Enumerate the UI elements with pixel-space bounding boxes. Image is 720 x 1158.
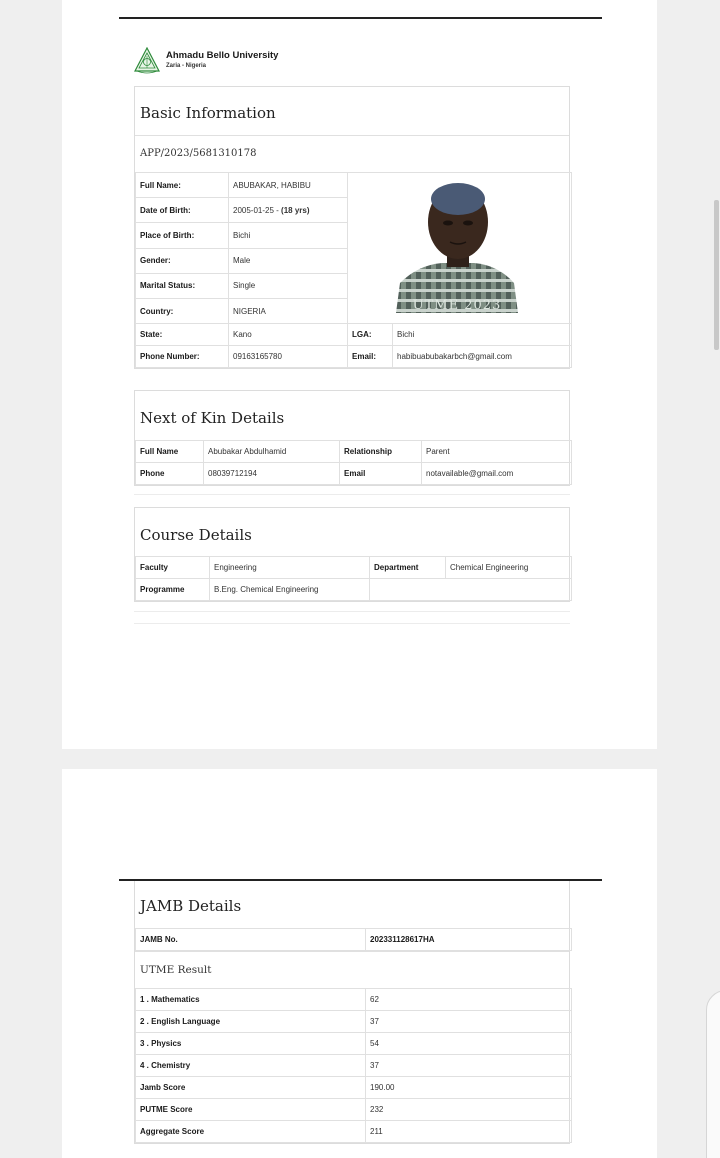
marital-status-value: Single [229,273,348,298]
kin-relationship-value: Parent [422,441,572,463]
kin-email-value: notavailable@gmail.com [422,463,572,485]
scrollbar-track[interactable] [714,0,720,1158]
kin-phone-value: 08039712194 [204,463,340,485]
application-number: APP/2023/5681310178 [135,135,569,172]
full-name-value: ABUBAKAR, HABIBU [229,173,348,198]
next-of-kin-title: Next of Kin Details [140,409,285,427]
result-subject-label: 4 . Chemistry [136,1055,366,1077]
result-subject-label: 2 . English Language [136,1011,366,1033]
basic-info-table [135,172,572,368]
table-row [136,1055,572,1077]
university-header [134,47,278,74]
table-row [136,929,572,951]
jamb-number-table [135,928,572,951]
department-value: Chemical Engineering [446,557,572,579]
lga-label: LGA: [348,324,393,346]
divider [134,494,570,495]
putme-score-value: 232 [366,1099,572,1121]
result-subject-value: 62 [366,989,572,1011]
divider [134,611,570,612]
age: (18 yrs) [281,205,310,215]
email-value: habibuabubakarbch@gmail.com [393,346,572,368]
country-value: NIGERIA [229,298,348,323]
result-subject-label: 1 . Mathematics [136,989,366,1011]
kin-relationship-label: Relationship [340,441,422,463]
kin-email-label: Email [340,463,422,485]
table-row [136,1011,572,1033]
kin-full-name-value: Abubakar Abdulhamid [204,441,340,463]
course-details-table [135,556,572,601]
jamb-score-label: Jamb Score [136,1077,366,1099]
result-subject-value: 54 [366,1033,572,1055]
programme-value: B.Eng. Chemical Engineering [210,579,370,601]
place-of-birth-value: Bichi [229,223,348,248]
passport-photo-cell [348,173,572,324]
university-name: Ahmadu Bello University [166,50,279,61]
table-row [136,1077,572,1099]
course-details-section [134,507,570,602]
phone-value: 09163165780 [229,346,348,368]
result-subject-value: 37 [366,1011,572,1033]
table-row [136,1121,572,1143]
empty-cell [370,579,572,601]
marital-status-label: Marital Status: [136,273,229,298]
table-row [136,1099,572,1121]
utme-result-title: UTME Result [135,951,569,988]
top-rule [119,17,602,19]
jamb-details-section [134,881,570,1144]
gender-label: Gender: [136,248,229,273]
result-subject-value: 37 [366,1055,572,1077]
next-of-kin-table [135,440,572,485]
state-label: State: [136,324,229,346]
aggregate-score-label: Aggregate Score [136,1121,366,1143]
table-row [136,173,572,198]
lga-value: Bichi [393,324,572,346]
kin-full-name-label: Full Name [136,441,204,463]
state-value: Kano [229,324,348,346]
table-row [136,346,572,368]
faculty-label: Faculty [136,557,210,579]
basic-info-title: Basic Information [140,104,276,122]
putme-score-label: PUTME Score [136,1099,366,1121]
aggregate-score-value: 211 [366,1121,572,1143]
table-row [136,1033,572,1055]
passport-photo [396,179,518,313]
table-row [136,441,572,463]
dob-label: Date of Birth: [136,198,229,223]
table-row [136,579,572,601]
email-label: Email: [348,346,393,368]
jamb-no-value: 202331128617HA [366,929,572,951]
floating-panel-edge[interactable] [706,990,720,1158]
gender-value: Male [229,248,348,273]
table-row [136,557,572,579]
next-of-kin-section [134,390,570,486]
scrollbar-thumb[interactable] [714,200,719,350]
dob-date: 2005-01-25 - [233,205,282,215]
course-details-title: Course Details [140,526,252,544]
university-location: Zaria - Nigeria [166,63,207,69]
university-logo-icon [134,47,160,74]
full-name-label: Full Name: [136,173,229,198]
divider [134,623,570,624]
department-label: Department [370,557,446,579]
dob-value [229,198,348,223]
result-subject-label: 3 . Physics [136,1033,366,1055]
utme-result-table [135,988,572,1143]
photo-watermark: UTME 2023 [412,298,502,313]
table-row [136,324,572,346]
place-of-birth-label: Place of Birth: [136,223,229,248]
jamb-score-value: 190.00 [366,1077,572,1099]
programme-label: Programme [136,579,210,601]
document-page-2 [62,769,657,1158]
document-page-1 [62,0,657,749]
kin-phone-label: Phone [136,463,204,485]
table-row [136,989,572,1011]
country-label: Country: [136,298,229,323]
faculty-value: Engineering [210,557,370,579]
basic-info-section [134,86,570,369]
jamb-no-label: JAMB No. [136,929,366,951]
jamb-details-title: JAMB Details [140,897,242,915]
phone-label: Phone Number: [136,346,229,368]
table-row [136,463,572,485]
